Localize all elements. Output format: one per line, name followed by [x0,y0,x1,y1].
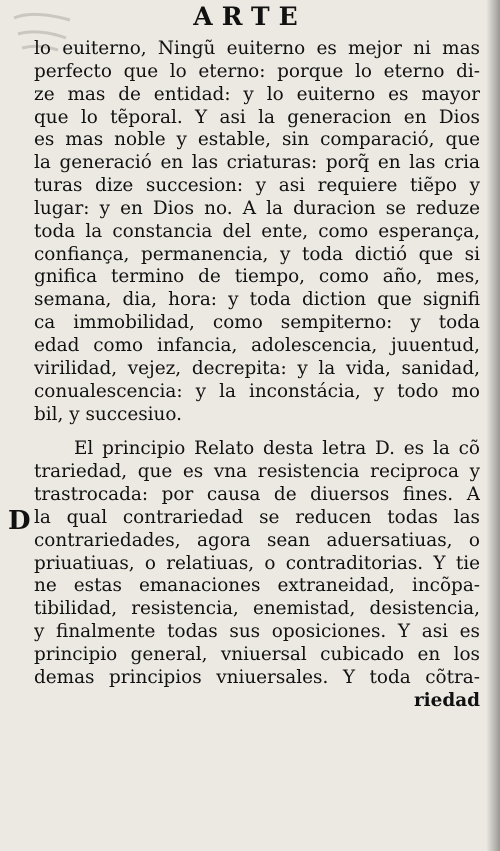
text-line: es mas noble y estable, sin comparació, que [34,129,480,151]
text-line: ne estas emanaciones extraneidad, incõpa- [34,575,480,597]
text-line: perfecto que lo eterno: porque lo eterno di- [34,60,480,82]
text-line: que lo tẽporal. Y asi la generacion en Dios [34,106,480,128]
text-line: edad como infancia, adolescencia, juuentud, [34,334,480,356]
text-line: confiança, permanencia, y toda dictió que si [34,243,480,265]
text-line: lo euiterno, Ningũ euiterno es mejor ni mas [34,38,480,59]
page-edge-shadow [486,0,500,851]
running-head: ARTE [193,2,307,31]
text-line: la generació en las criaturas: porq̃ en las cria [34,152,480,174]
text-line: priuatiuas, o relatiuas, o contraditorias. Y tie [34,552,480,574]
text-line: la qual contrariedad se reducen todas las [34,506,480,528]
text-line: trastrocada: por causa de diuersos fines. A [34,484,480,506]
catchword: riedad [413,689,480,711]
text-line: toda la constancia del ente, como esperança, [34,220,480,242]
text-line: demas principios vniuersales. Y toda cõtra- [34,666,480,688]
text-line: lugar: y en Dios no. A la duracion se reduze [34,197,480,219]
paragraph-gap [34,426,480,438]
text-line: ze mas de entidad: y lo euiterno es mayor [34,83,480,105]
body-text [34,38,480,712]
paragraph-duration [34,38,480,426]
section-letter: D [8,506,31,536]
text-line: tibilidad, resistencia, enemistad, desistencia, [34,598,480,620]
text-line: principio general, vniuersal cubicado en los [34,643,480,665]
text-line: ca immobilidad, como sempiterno: y toda [34,312,480,334]
text-line: El principio Relato desta letra D. es la cõ [74,438,480,460]
text-line: bil, y succesiuo. [34,403,182,425]
text-line: semana, dia, hora: y toda diction que signifi [34,289,480,311]
text-line: gnifica termino de tiempo, como año, mes, [34,266,480,288]
text-line: y finalmente todas sus oposiciones. Y asi es [34,621,480,643]
text-line: contrariedades, agora sean aduersatiuas, o [34,529,480,551]
text-line: turas dize succesion: y asi requiere tiẽpo y [34,175,480,197]
text-line: conualescencia: y la inconstácia, y todo mo [34,380,480,402]
paragraph-contrariety [34,438,480,712]
text-line: trariedad, que es vna resistencia reciproca y [34,461,480,483]
text-line: virilidad, vejez, decrepita: y la vida, sanidad, [34,357,480,379]
